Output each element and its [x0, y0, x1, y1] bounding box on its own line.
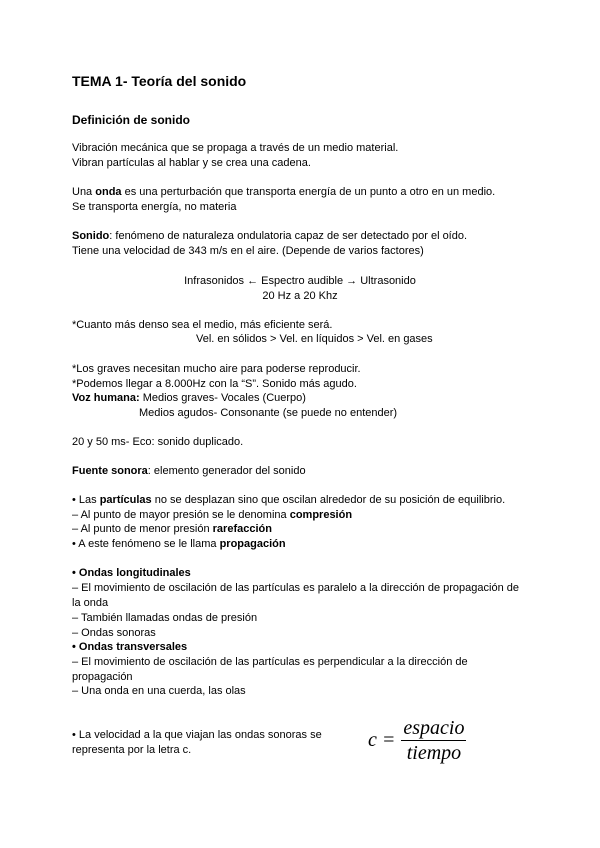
formula-denominator: tiempo	[406, 742, 462, 764]
wave-definition-line-1: Una onda es una perturbación que transporta energía de un punto a otro en un medio.	[72, 186, 496, 198]
spectrum-range: 20 Hz a 20 Khz	[262, 290, 338, 302]
sound-definition-line-1: Sonido: fenómeno de naturaleza ondulatoria capaz de ser detectado por el oído.	[72, 230, 468, 242]
longitudinal-line-3: – También llamadas ondas de presión	[72, 612, 258, 624]
velocity-formula	[368, 718, 466, 763]
particles-line-2: – Al punto de mayor presión se le denomina compresión	[72, 509, 353, 521]
sound-source-line: Fuente sonora: elemento generador del sonido	[72, 465, 306, 477]
longitudinal-line-4: – Ondas sonoras	[72, 627, 156, 639]
formula-numerator: espacio	[403, 717, 465, 739]
section-heading: Definición de sonido	[72, 113, 191, 127]
longitudinal-line-1: – El movimiento de oscilación de las partículas es paralelo a la dirección de propagación de	[72, 582, 519, 594]
bass-note: *Los graves necesitan mucho aire para poderse reproducir.	[72, 363, 361, 375]
human-voice-line-1: Voz humana: Medios graves- Vocales (Cuerpo)	[72, 392, 306, 404]
particles-line-3: – Al punto de menor presión rarefacción	[72, 523, 272, 535]
wave-definition-line-2: Se transporta energía, no materia	[72, 201, 237, 213]
transverse-waves-heading: • Ondas transversales	[72, 641, 188, 653]
formula-fraction	[401, 718, 466, 763]
transverse-line-3: – Una onda en una cuerda, las olas	[72, 685, 246, 697]
particles-line-1: • Las partículas no se desplazan sino que oscilan alrededor de su posición de equilibrio.	[72, 494, 506, 506]
velocity-line-2: representa por la letra c.	[72, 744, 192, 756]
formula-lhs: c =	[368, 729, 396, 751]
human-voice-line-2: Medios agudos- Consonante (se puede no entender)	[139, 407, 398, 419]
spectrum-line: Infrasonidos ← Espectro audible → Ultrasonido	[184, 275, 416, 287]
particles-line-4: • A este fenómeno se le llama propagación	[72, 538, 286, 550]
sound-definition-line-2: Tiene una velocidad de 343 m/s en el aire. (Depende de varios factores)	[72, 245, 424, 257]
longitudinal-waves-heading: • Ondas longitudinales	[72, 567, 191, 579]
definition-line-2: Vibran partículas al hablar y se crea una cadena.	[72, 157, 311, 169]
frequency-note: *Podemos llegar a 8.000Hz con la “S”. Sonido más agudo.	[72, 378, 357, 390]
definition-line-1: Vibración mecánica que se propaga a través de un medio material.	[72, 142, 399, 154]
density-note: *Cuanto más denso sea el medio, más eficiente será.	[72, 319, 333, 331]
velocity-comparison: Vel. en sólidos > Vel. en líquidos > Vel. en gases	[196, 333, 433, 345]
velocity-line-1: • La velocidad a la que viajan las ondas sonoras se	[72, 729, 322, 741]
transverse-line-1: – El movimiento de oscilación de las partículas es perpendicular a la dirección de	[72, 656, 468, 668]
longitudinal-line-2: la onda	[72, 597, 109, 609]
page-title: TEMA 1- Teoría del sonido	[72, 73, 247, 89]
transverse-line-2: propagación	[72, 671, 133, 683]
echo-note: 20 y 50 ms- Eco: sonido duplicado.	[72, 436, 244, 448]
